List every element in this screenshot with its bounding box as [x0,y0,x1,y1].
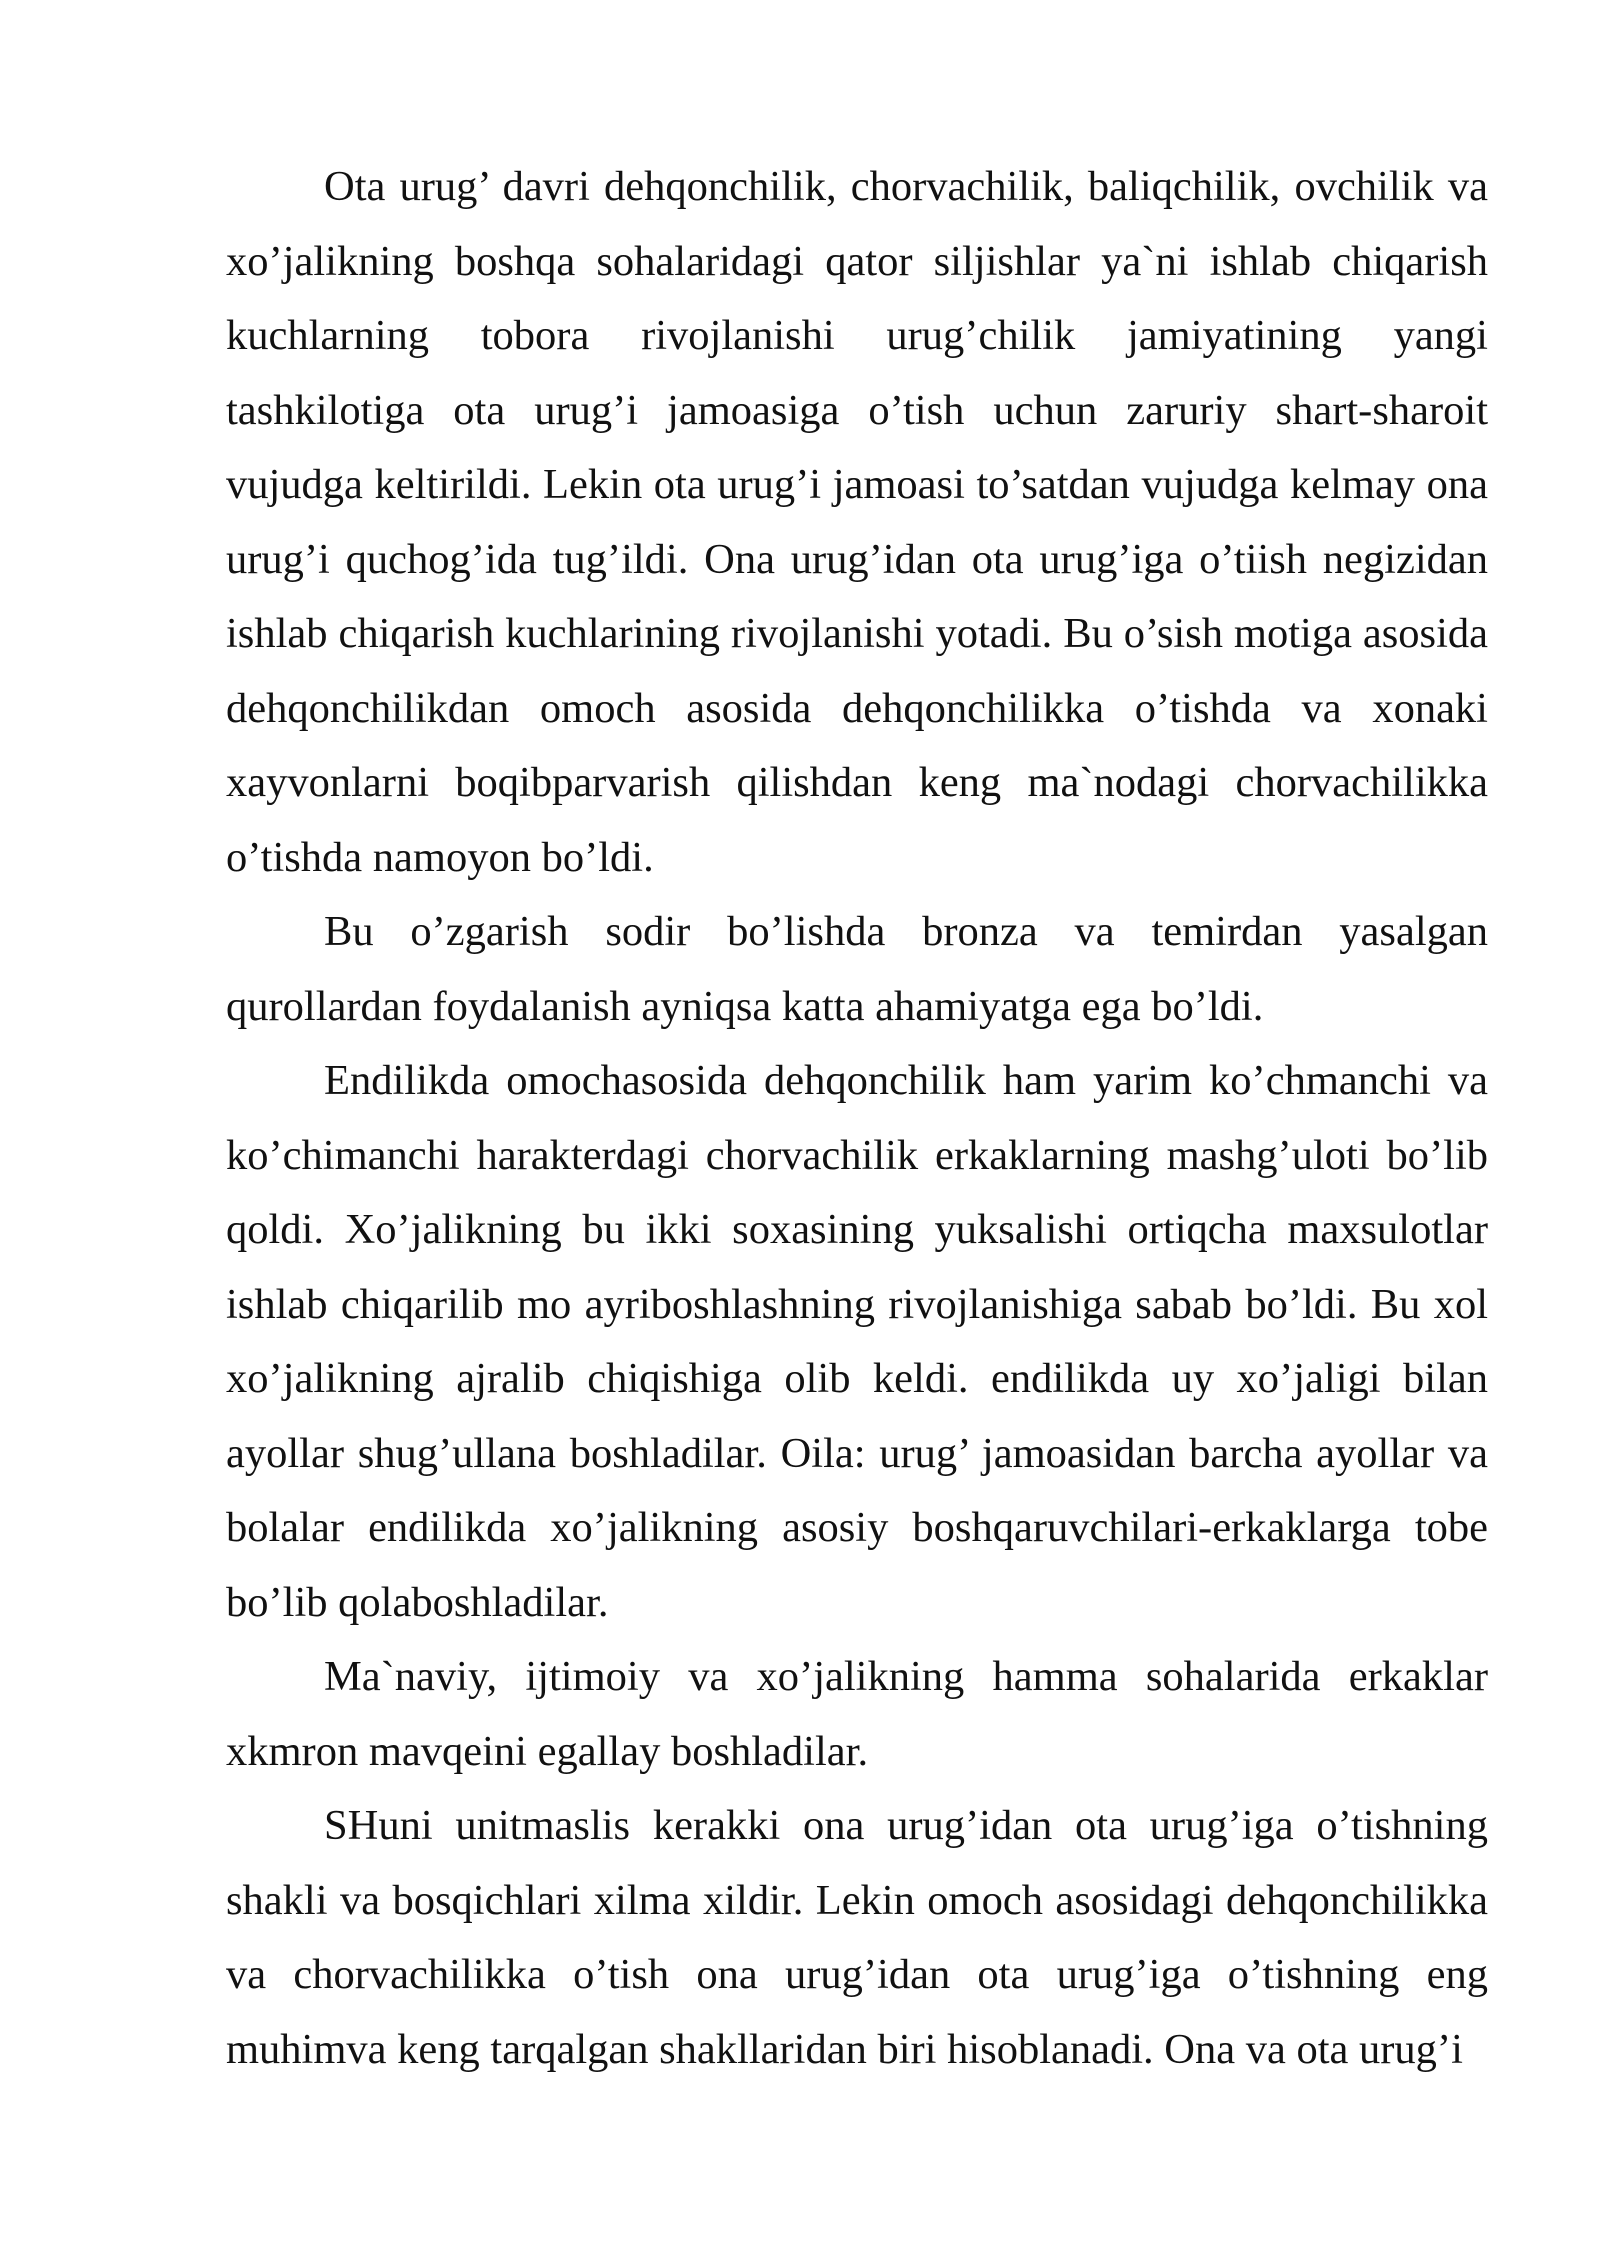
paragraph-2: Bu o’zgarish sodir bo’lishda bronza va temirdan yasalgan qurollardan foydalanish ayniqsa katta ahamiyatga ega bo’ldi. [226,908,1488,1030]
paragraph-1: Ota urug’ davri dehqonchilik, chorvachilik, baliqchilik, ovchilik va xo’jalikning boshqa sohalaridagi qator siljishlar ya`ni ishlab chiqarish kuchlarning tobora rivojlanishi urug’chilik jamiyatining yangi tashkilotiga ota urug’i jamoasiga o’tish uchun zaruriy shart-sharoit vujudga keltirildi. Lekin ota urug’i jamoasi to’satdan vujudga kelmay ona urug’i quchog’ida tug’ildi. Ona urug’idan ota urug’iga o’tiish negizidan ishlab chiqarish kuchlarining rivojlanishi yotadi. Bu o’sish motiga asosida dehqonchilikdan omoch asosida dehqonchilikka o’tishda va xonaki xayvonlarni boqibparvarish qilishdan keng ma`nodagi chorvachilikka o’tishda namoyon bo’ldi. [226,163,1488,881]
paragraph-5: SHuni unitmaslis kerakki ona urug’idan ota urug’iga o’tishning shakli va bosqichlari xilma xildir. Lekin omoch asosidagi dehqonchilikka va chorvachilikka o’tish ona urug’idan ota urug’iga o’tishning eng muhimva keng tarqalgan shakllaridan biri hisoblanadi. Ona va ota urug’i [226,1802,1488,2073]
document-page [226,150,1488,2087]
paragraph-4: Ma`naviy, ijtimoiy va xo’jalikning hamma sohalarida erkaklar xkmron mavqeini egallay boshladilar. [226,1653,1488,1775]
paragraph-3: Endilikda omochasosida dehqonchilik ham yarim ko’chmanchi va ko’chimanchi harakterdagi chorvachilik erkaklarning mashg’uloti bo’lib qoldi. Xo’jalikning bu ikki soxasining yuksalishi ortiqcha maxsulotlar ishlab chiqarilib mo ayriboshlashning rivojlanishiga sabab bo’ldi. Bu xol xo’jalikning ajralib chiqishiga olib keldi. endilikda uy xo’jaligi bilan ayollar shug’ullana boshladilar. Oila: urug’ jamoasidan barcha ayollar va bolalar endilikda xo’jalikning asosiy boshqaruvchilari-erkaklarga tobe bo’lib qolaboshladilar. [226,1057,1488,1626]
